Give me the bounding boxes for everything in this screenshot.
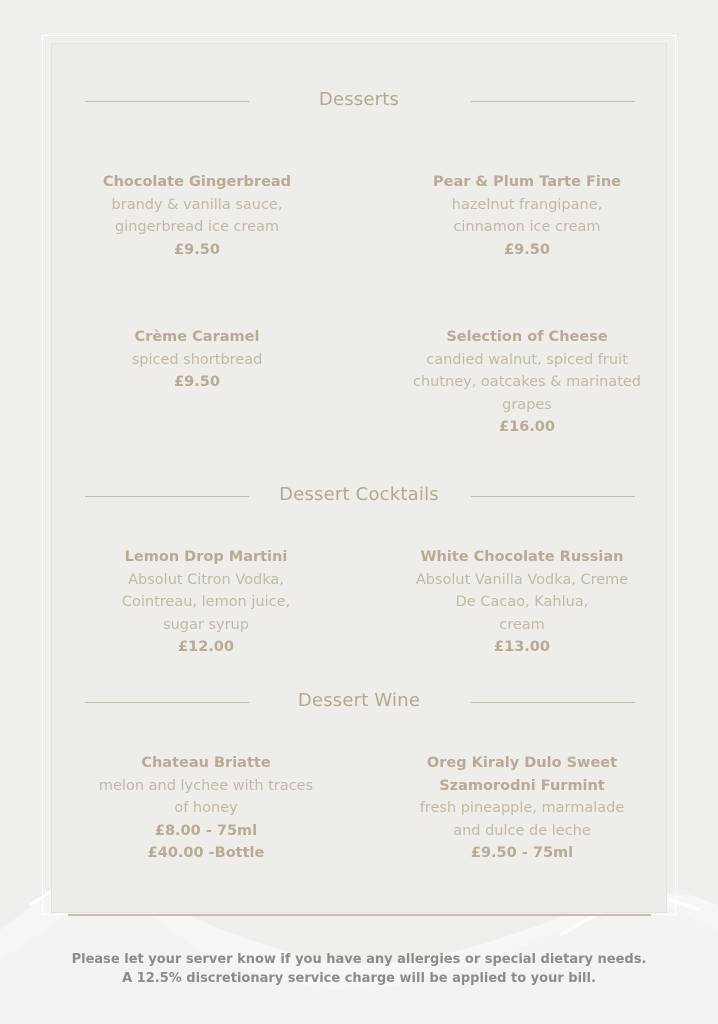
item-description: cinnamon ice cream — [453, 219, 601, 235]
item-description: brandy & vanilla sauce, — [111, 196, 283, 213]
menu-item — [392, 752, 652, 865]
menu-item — [67, 171, 327, 261]
item-description: candied walnut, spiced fruit — [426, 351, 628, 368]
item-description: of honey — [174, 800, 238, 816]
item-description: Absolut Citron Vodka, — [128, 571, 284, 588]
item-description: grapes — [502, 396, 552, 413]
item-name: Oreg Kiraly Dulo Sweet Szamorodni Furmint — [426, 755, 618, 794]
item-description: gingerbread ice cream — [114, 219, 280, 235]
item-price: £16.00 — [499, 419, 555, 435]
item-price: £40.00 -Bottle — [147, 845, 265, 861]
section-rule-right — [471, 702, 635, 703]
section-title-dessert-cocktails: Dessert Cocktails — [279, 484, 439, 505]
item-description: spiced shortbread — [131, 351, 263, 368]
footer-allergy-note: Please let your server know if you have any allergies or special dietary needs. — [71, 952, 647, 967]
item-description: and dulce de leche — [453, 822, 591, 839]
item-name: Lemon Drop Martini — [124, 549, 288, 565]
section-rule-right — [471, 101, 635, 102]
menu-item — [392, 546, 652, 659]
item-description: melon and lychee with traces — [98, 777, 314, 794]
menu-item — [67, 326, 327, 394]
item-name: Chateau Briatte — [141, 755, 271, 771]
item-description: fresh pineapple, marmalade — [419, 800, 625, 816]
section-rule-right — [471, 496, 635, 497]
footer-divider — [68, 914, 651, 916]
item-description: sugar syrup — [163, 616, 249, 633]
menu-item — [76, 546, 336, 659]
item-description: hazelnut frangipane, — [451, 196, 603, 213]
item-name: White Chocolate Russian — [420, 549, 624, 565]
item-price: £13.00 — [494, 639, 550, 655]
item-name: Pear & Plum Tarte Fine — [432, 174, 622, 190]
item-price: £9.50 - 75ml — [470, 845, 574, 861]
item-price: £9.50 — [174, 241, 220, 258]
item-description: Absolut Vanilla Vodka, Creme — [415, 571, 629, 588]
footer-service-charge-note: A 12.5% discretionary service charge will be applied to your bill. — [122, 971, 596, 986]
item-name: Crème Caramel — [134, 329, 260, 345]
item-price: £9.50 — [174, 374, 220, 390]
item-description: cream — [499, 616, 545, 633]
item-price: £12.00 — [178, 639, 234, 655]
menu-item — [397, 171, 657, 261]
item-price: £9.50 — [504, 241, 550, 258]
section-title-desserts: Desserts — [318, 89, 400, 110]
item-description: De Cacao, Kahlua, — [455, 594, 589, 610]
menu-item — [397, 326, 657, 439]
item-description: Cointreau, lemon juice, — [121, 594, 291, 610]
item-description: chutney, oatcakes & marinated — [412, 374, 641, 390]
item-name: Chocolate Gingerbread — [102, 174, 292, 190]
item-name: Selection of Cheese — [446, 329, 608, 345]
item-price: £8.00 - 75ml — [154, 822, 258, 839]
menu-item — [76, 752, 336, 865]
section-title-dessert-wine: Dessert Wine — [297, 690, 421, 711]
